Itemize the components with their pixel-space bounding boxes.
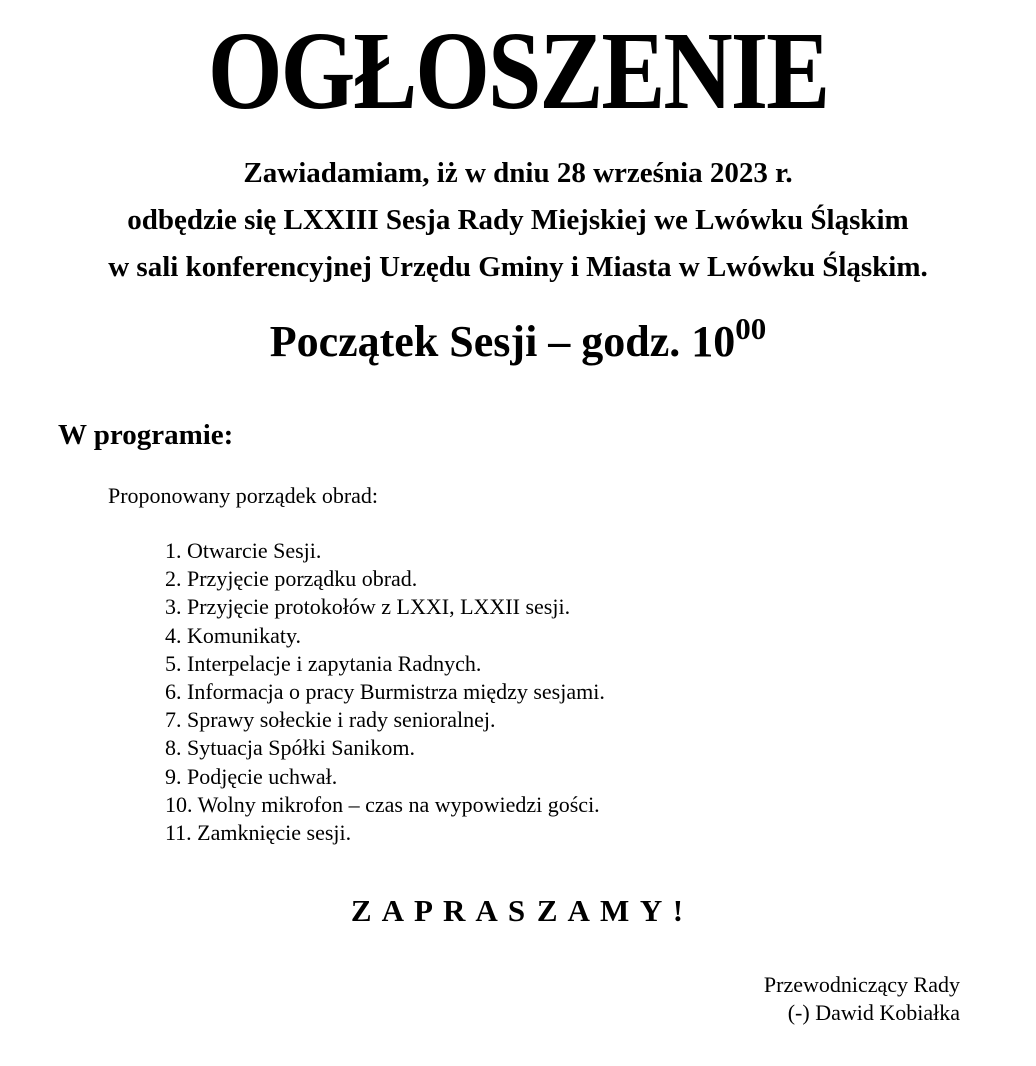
session-start-minutes-superscript: 00 [735, 310, 767, 346]
page-title: OGŁOSZENIE [207, 8, 829, 133]
agenda-item: 9. Podjęcie uchwał. [165, 763, 338, 789]
session-start-heading [0, 310, 1036, 371]
agenda-item: 4. Komunikaty. [165, 622, 302, 648]
program-heading: W programie: [58, 419, 234, 451]
closing-invitation: Z A P R A S Z A M Y ! [350, 893, 686, 929]
intro-line: Zawiadamiam, iż w dniu 28 września 2023 r. [243, 157, 793, 189]
intro-paragraph [0, 150, 1036, 291]
agenda-item: 3. Przyjęcie protokołów z LXXI, LXXII sesji. [165, 594, 571, 620]
agenda-item: 1. Otwarcie Sesji. [165, 538, 322, 563]
agenda-item: 7. Sprawy sołeckie i rady senioralnej. [165, 707, 496, 733]
agenda-item: 5. Interpelacje i zapytania Radnych. [165, 650, 482, 676]
agenda-item: 6. Informacja o pracy Burmistrza między sesjami. [165, 679, 605, 705]
agenda-list [165, 537, 1036, 847]
session-start-text: Początek Sesji – godz. 10 [269, 317, 736, 366]
agenda-intro: Proponowany porządek obrad: [108, 483, 379, 508]
intro-line: w sali konferencyjnej Urzędu Gminy i Miasta w Lwówku Śląskim. [108, 251, 928, 283]
signature-name: (-) Dawid Kobiałka [787, 1000, 960, 1026]
agenda-item: 2. Przyjęcie porządku obrad. [165, 566, 418, 592]
intro-line: odbędzie się LXXIII Sesja Rady Miejskiej we Lwówku Śląskim [127, 204, 909, 236]
signature-block [0, 971, 1036, 1027]
signature-role: Przewodniczący Rady [763, 972, 960, 998]
agenda-item: 8. Sytuacja Spółki Sanikom. [165, 735, 415, 761]
agenda-item: 11. Zamknięcie sesji. [165, 820, 352, 846]
agenda-item: 10. Wolny mikrofon – czas na wypowiedzi gości. [165, 791, 600, 817]
